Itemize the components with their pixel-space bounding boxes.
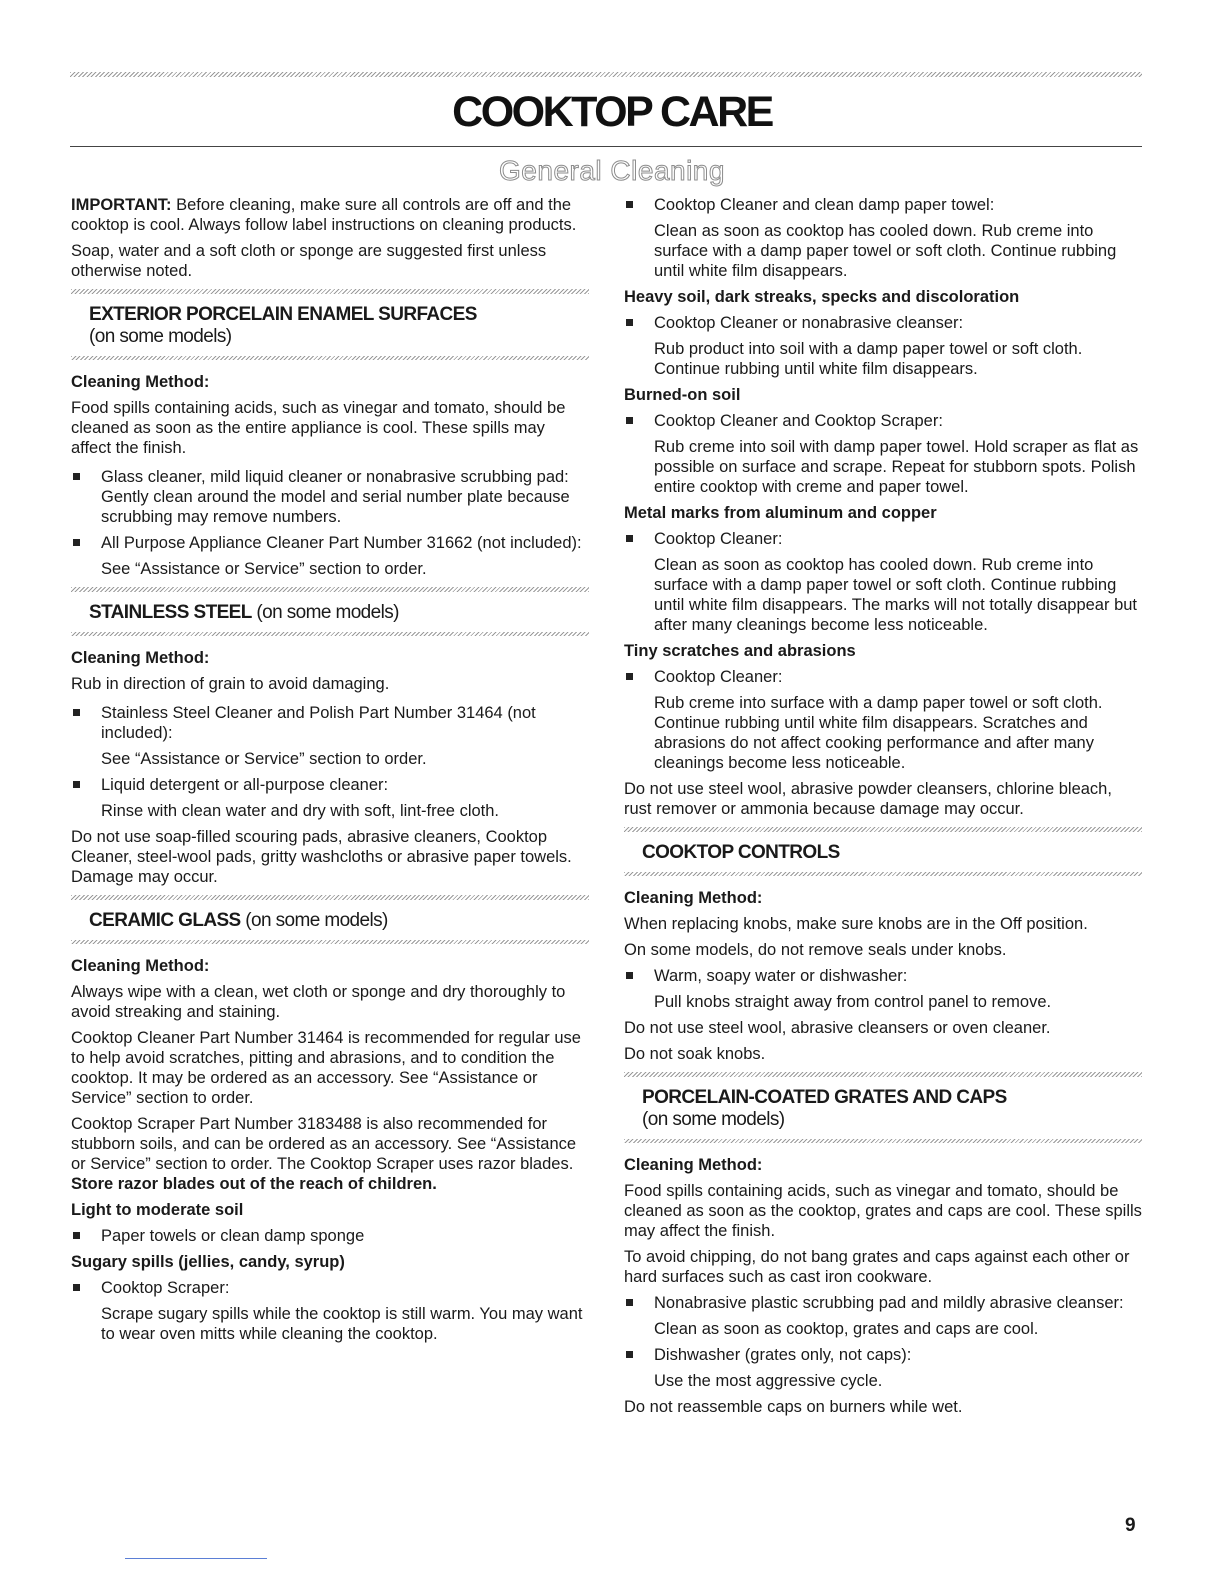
sugary-spills-bullet: Cooktop Scraper:: [71, 1278, 589, 1298]
porcelain-text: Food spills containing acids, such as vinegar and tomato, should be cleaned as soon as the entire appliance is cool. These spills may affect the finish.: [71, 399, 566, 457]
sugary-spills-note: Scrape sugary spills while the cooktop is still warm. You may want to wear oven mitts while cleaning the cooktop.: [101, 1305, 583, 1343]
burned-soil-note: Rub creme into soil with damp paper towel. Hold scraper as flat as possible on surface and scrape. Repeat for stubborn spots. Polish entire cooktop with creme and paper towel.: [654, 438, 1139, 496]
tiny-scratches-note: Rub creme into surface with a damp paper towel or soft cloth. Continue rubbing until white film disappears. Scratches and abrasions do not affect cooking performance and after many cleanings become less noticeable.: [654, 694, 1103, 772]
stainless-bullet-2-note: Rinse with clean water and dry with soft, lint-free cloth.: [101, 802, 500, 820]
burned-soil-label: Burned-on soil: [624, 386, 741, 404]
grates-bullet-2: Dishwasher (grates only, not caps):: [624, 1345, 1142, 1365]
stainless-bullet-1-note: See “Assistance or Service” section to order.: [101, 750, 427, 768]
tiny-scratches-label: Tiny scratches and abrasions: [624, 642, 856, 660]
controls-bullet-note: Pull knobs straight away from control panel to remove.: [654, 993, 1052, 1011]
porcelain-title: EXTERIOR PORCELAIN ENAMEL SURFACES: [89, 304, 477, 325]
ceramic-text-3-body: Cooktop Scraper Part Number 3183488 is also recommended for stubborn soils, and can be ordered as an accessory. See “Assistance or Service” section to order. The Cooktop Scraper uses razor blades.: [71, 1115, 577, 1173]
heavy-soil-label: Heavy soil, dark streaks, specks and discoloration: [624, 288, 1020, 306]
tiny-scratches-bullet: Cooktop Cleaner:: [624, 667, 1142, 687]
grates-bullet-2-note: Use the most aggressive cycle.: [654, 1372, 883, 1390]
grates-method-label: Cleaning Method:: [624, 1156, 763, 1174]
ceramic-text-1: Always wipe with a clean, wet cloth or sponge and dry thoroughly to avoid streaking and staining.: [71, 983, 566, 1021]
metal-marks-bullet: Cooktop Cleaner:: [624, 529, 1142, 549]
page-title: COOKTOP CARE: [452, 88, 772, 136]
light-soil-label: Light to moderate soil: [71, 1201, 244, 1219]
grates-section-header: [624, 1072, 1142, 1143]
controls-text-1: When replacing knobs, make sure knobs are in the Off position.: [624, 915, 1088, 933]
bottom-link-line: [125, 1558, 267, 1559]
controls-method-label: Cleaning Method:: [624, 889, 763, 907]
top-hatch-rule: [70, 72, 1142, 77]
section-subtitle: General Cleaning: [499, 155, 725, 186]
ceramic-text-3-warning: Store razor blades out of the reach of children.: [71, 1175, 437, 1193]
heavy-soil-bullet: Cooktop Cleaner or nonabrasive cleanser:: [624, 313, 1142, 333]
stainless-method-label: Cleaning Method:: [71, 649, 210, 667]
porcelain-subtitle: (on some models): [89, 326, 232, 347]
ceramic-text-2: Cooktop Cleaner Part Number 31464 is recommended for regular use to help avoid scratches, pitting and abrasions, and to condition the cooktop. It may be ordered as an accessory. See “Assistance or Service” section to order.: [71, 1029, 581, 1107]
ceramic-subtitle: (on some models): [240, 910, 388, 931]
porcelain-bullet-1: Glass cleaner, mild liquid cleaner or nonabrasive scrubbing pad: Gently clean around the model and serial number plate because scrubbing may remove numbers.: [71, 467, 589, 527]
grates-text-3: Do not reassemble caps on burners while wet.: [624, 1398, 963, 1416]
ceramic-title: CERAMIC GLASS: [89, 910, 241, 931]
important-note: [71, 195, 589, 235]
controls-section-header: [624, 827, 1142, 876]
metal-marks-note: Clean as soon as cooktop has cooled down. Rub creme into surface with a damp paper towel or soft cloth. Continue rubbing until white film disappears. The marks will not totally disappear but after many cleanings become less noticeable.: [654, 556, 1138, 634]
stainless-bullet-2: Liquid detergent or all-purpose cleaner:: [71, 775, 589, 795]
top-bullet: Cooktop Cleaner and clean damp paper towel:: [624, 195, 1142, 215]
stainless-bullet-1: Stainless Steel Cleaner and Polish Part Number 31464 (not included):: [71, 703, 589, 743]
controls-text-2: On some models, do not remove seals under knobs.: [624, 941, 1007, 959]
steel-wool-warning: Do not use steel wool, abrasive powder cleansers, chlorine bleach, rust remover or ammonia because damage may occur.: [624, 780, 1112, 818]
top-bullet-note: Clean as soon as cooktop has cooled down. Rub creme into surface with a damp paper towel or soft cloth. Continue rubbing until white film disappears.: [654, 222, 1117, 280]
important-label: IMPORTANT:: [71, 196, 172, 214]
heavy-soil-note: Rub product into soil with a damp paper towel or soft cloth. Continue rubbing until white film disappears.: [654, 340, 1083, 378]
page-number: 9: [1125, 1515, 1136, 1536]
porcelain-section-header: [71, 289, 589, 360]
controls-bullet: Warm, soapy water or dishwasher:: [624, 966, 1142, 986]
porcelain-bullet-2: All Purpose Appliance Cleaner Part Number 31662 (not included):: [71, 533, 589, 553]
stainless-subtitle: (on some models): [251, 602, 399, 623]
right-column: [624, 195, 1142, 1423]
grates-title: PORCELAIN-COATED GRATES AND CAPS: [642, 1087, 1007, 1108]
stainless-warning: Do not use soap-filled scouring pads, abrasive cleaners, Cooktop Cleaner, steel-wool pads, gritty washcloths or abrasive paper towels. Damage may occur.: [71, 828, 572, 886]
controls-text-3: Do not use steel wool, abrasive cleansers or oven cleaner.: [624, 1019, 1051, 1037]
ceramic-method-label: Cleaning Method:: [71, 957, 210, 975]
burned-soil-bullet: Cooktop Cleaner and Cooktop Scraper:: [624, 411, 1142, 431]
light-soil-bullet: Paper towels or clean damp sponge: [71, 1226, 589, 1246]
grates-text-2: To avoid chipping, do not bang grates and caps against each other or hard surfaces such as cast iron cookware.: [624, 1248, 1130, 1286]
sugary-spills-label: Sugary spills (jellies, candy, syrup): [71, 1253, 345, 1271]
stainless-text: Rub in direction of grain to avoid damaging.: [71, 675, 390, 693]
stainless-title: STAINLESS STEEL: [89, 602, 252, 623]
controls-title: COOKTOP CONTROLS: [642, 842, 840, 863]
left-column: [71, 195, 589, 1350]
stainless-section-header: [71, 587, 589, 636]
metal-marks-label: Metal marks from aluminum and copper: [624, 504, 937, 522]
soap-note: Soap, water and a soft cloth or sponge are suggested first unless otherwise noted.: [71, 242, 547, 280]
title-rule: [70, 146, 1142, 147]
controls-text-4: Do not soak knobs.: [624, 1045, 766, 1063]
grates-subtitle: (on some models): [642, 1109, 785, 1130]
porcelain-method-label: Cleaning Method:: [71, 373, 210, 391]
grates-text-1: Food spills containing acids, such as vinegar and tomato, should be cleaned as soon as the cooktop, grates and caps are cool. These spills may affect the finish.: [624, 1182, 1142, 1240]
grates-bullet-1-note: Clean as soon as cooktop, grates and caps are cool.: [654, 1320, 1039, 1338]
grates-bullet-1: Nonabrasive plastic scrubbing pad and mildly abrasive cleanser:: [624, 1293, 1142, 1313]
ceramic-section-header: [71, 895, 589, 944]
important-text: Before cleaning, make sure all controls are off and the cooktop is cool. Always follow label instructions on cleaning products.: [71, 196, 577, 234]
porcelain-bullet-2-note: See “Assistance or Service” section to order.: [101, 560, 427, 578]
ceramic-text-3: [71, 1114, 589, 1194]
